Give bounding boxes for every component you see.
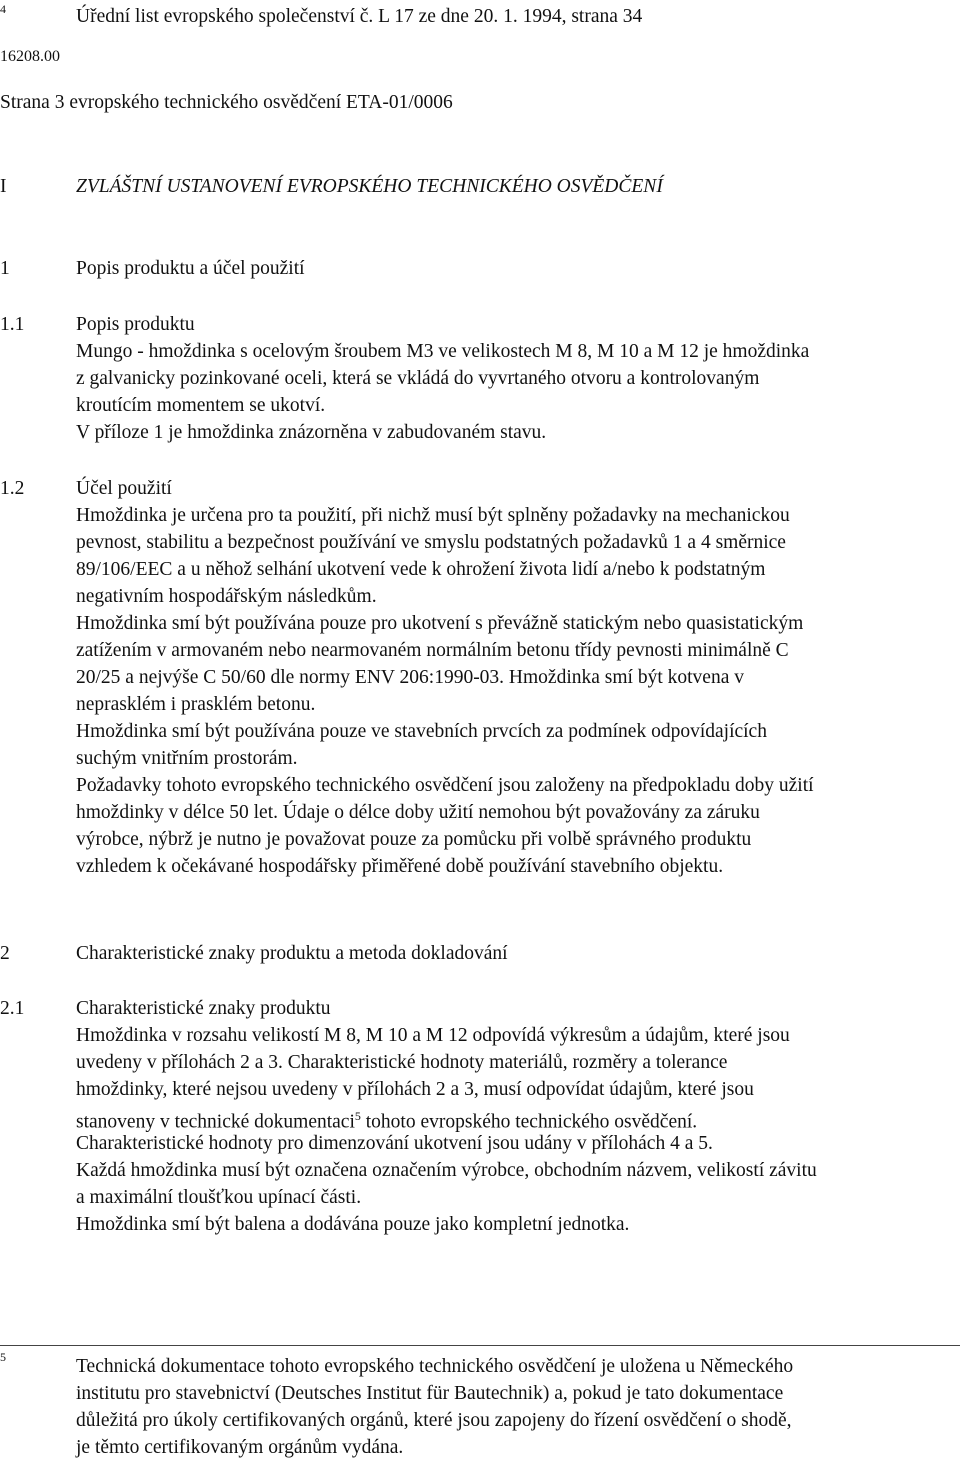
- section-1-1-line: Mungo - hmoždinka s ocelovým šroubem M3 ve velikostech M 8, M 10 a M 12 je hmoždinka: [76, 341, 810, 362]
- section-2-1-line: Hmoždinka v rozsahu velikostí M 8, M 10 a M 12 odpovídá výkresům a údajům, které jsou: [76, 1025, 790, 1046]
- section-1-1-number: 1.1: [0, 314, 25, 335]
- section-1-2-line: zatížením v armovaném nebo nearmovaném normálním betonu třídy pevnosti minimálně C: [76, 640, 789, 661]
- section-i-title: ZVLÁŠTNÍ USTANOVENÍ EVROPSKÉHO TECHNICKÉHO OSVĚDČENÍ: [76, 176, 663, 197]
- section-1-2-line: 89/106/EEC a u něhož selhání ukotvení vede k ohrožení života lidí a/nebo k podstatným: [76, 559, 766, 580]
- section-1-2-line: neprasklém i prasklém betonu.: [76, 694, 316, 715]
- section-1-1-line: kroutícím momentem se ukotví.: [76, 395, 326, 416]
- section-2-1-line-part: stanoveny v technické dokumentaci: [76, 1111, 355, 1133]
- document-code: 16208.00: [0, 48, 60, 65]
- footnote-marker: 5: [0, 1350, 6, 1364]
- section-2-1-line: Charakteristické hodnoty pro dimenzování ukotvení jsou udány v přílohách 4 a 5.: [76, 1133, 713, 1154]
- footnote-line: institutu pro stavebnictví (Deutsches Institut für Bautechnik) a, pokud je tato dokumentace: [76, 1383, 784, 1404]
- header-page-number: 4: [0, 2, 6, 16]
- footnote-line: důležitá pro úkoly certifikovaných orgánů, které jsou zapojeny do řízení osvědčení o shodě,: [76, 1410, 792, 1431]
- section-i-number: I: [0, 176, 7, 197]
- section-1-2-line: výrobce, nýbrž je nutno je považovat pouze za pomůcku při volbě správného produktu: [76, 829, 752, 850]
- section-2-title: Charakteristické znaky produktu a metoda dokladování: [76, 943, 508, 964]
- journal-reference: Úřední list evropského společenství č. L 17 ze dne 20. 1. 1994, strana 34: [76, 6, 643, 27]
- section-1-2-line: Požadavky tohoto evropského technického osvědčení jsou založeny na předpokladu doby užití: [76, 775, 814, 796]
- section-1-2-line: Hmoždinka je určena pro ta použití, při nichž musí být splněny požadavky na mechanickou: [76, 505, 790, 526]
- page-reference: Strana 3 evropského technického osvědčení ETA-01/0006: [0, 92, 453, 113]
- section-2-1-number: 2.1: [0, 998, 25, 1019]
- section-2-1-line-part: tohoto evropského technického osvědčení.: [360, 1111, 698, 1133]
- section-1-2-number: 1.2: [0, 478, 25, 499]
- section-1-1-line: V příloze 1 je hmoždinka znázorněna v zabudovaném stavu.: [76, 422, 547, 443]
- section-1-2-line: Hmoždinka smí být používána pouze ve stavebních prvcích za podmínek odpovídajících: [76, 721, 767, 742]
- section-1-title: Popis produktu a účel použití: [76, 258, 305, 279]
- footnote-reference[interactable]: 5: [354, 1109, 361, 1123]
- section-2-1-line: hmoždinky, které nejsou uvedeny v přílohách 2 a 3, musí odpovídat údajům, které jsou: [76, 1079, 754, 1100]
- section-2-number: 2: [0, 943, 10, 964]
- section-1-1-title: Popis produktu: [76, 314, 195, 335]
- section-1-number: 1: [0, 258, 10, 279]
- section-1-2-title: Účel použití: [76, 478, 172, 499]
- section-2-1-line: uvedeny v přílohách 2 a 3. Charakteristické hodnoty materiálů, rozměry a tolerance: [76, 1052, 728, 1073]
- footnote-line: je těmto certifikovaným orgánům vydána.: [76, 1437, 404, 1458]
- section-1-2-line: negativním hospodářským následkům.: [76, 586, 377, 607]
- section-1-2-line: suchým vnitřním prostorám.: [76, 748, 298, 769]
- footnote-separator: [0, 1345, 960, 1346]
- section-2-1-line: a maximální tloušťkou upínací části.: [76, 1187, 362, 1208]
- section-1-2-line: Hmoždinka smí být používána pouze pro ukotvení s převážně statickým nebo quasistatickým: [76, 613, 804, 634]
- section-1-2-line: hmoždinky v délce 50 let. Údaje o délce doby užití nemohou být považovány za záruku: [76, 802, 760, 823]
- footnote-line: Technická dokumentace tohoto evropského technického osvědčení je uložena u Německého: [76, 1356, 794, 1377]
- section-1-1-line: z galvanicky pozinkované oceli, která se vkládá do vyvrtaného otvoru a kontrolovaným: [76, 368, 760, 389]
- section-2-1-line: Hmoždinka smí být balena a dodávána pouze jako kompletní jednotka.: [76, 1214, 630, 1235]
- section-1-2-line: pevnost, stabilitu a bezpečnost používání ve smyslu podstatných požadavků 1 a 4 směrnice: [76, 532, 786, 553]
- section-1-2-line: 20/25 a nejvýše C 50/60 dle normy ENV 206:1990-03. Hmoždinka smí být kotvena v: [76, 667, 744, 688]
- section-1-2-line: vzhledem k očekávané hospodářsky přiměřené době používání stavebního objektu.: [76, 856, 724, 877]
- section-2-1-title: Charakteristické znaky produktu: [76, 998, 331, 1019]
- section-2-1-line: Každá hmoždinka musí být označena označením výrobce, obchodním názvem, velikostí závitu: [76, 1160, 817, 1181]
